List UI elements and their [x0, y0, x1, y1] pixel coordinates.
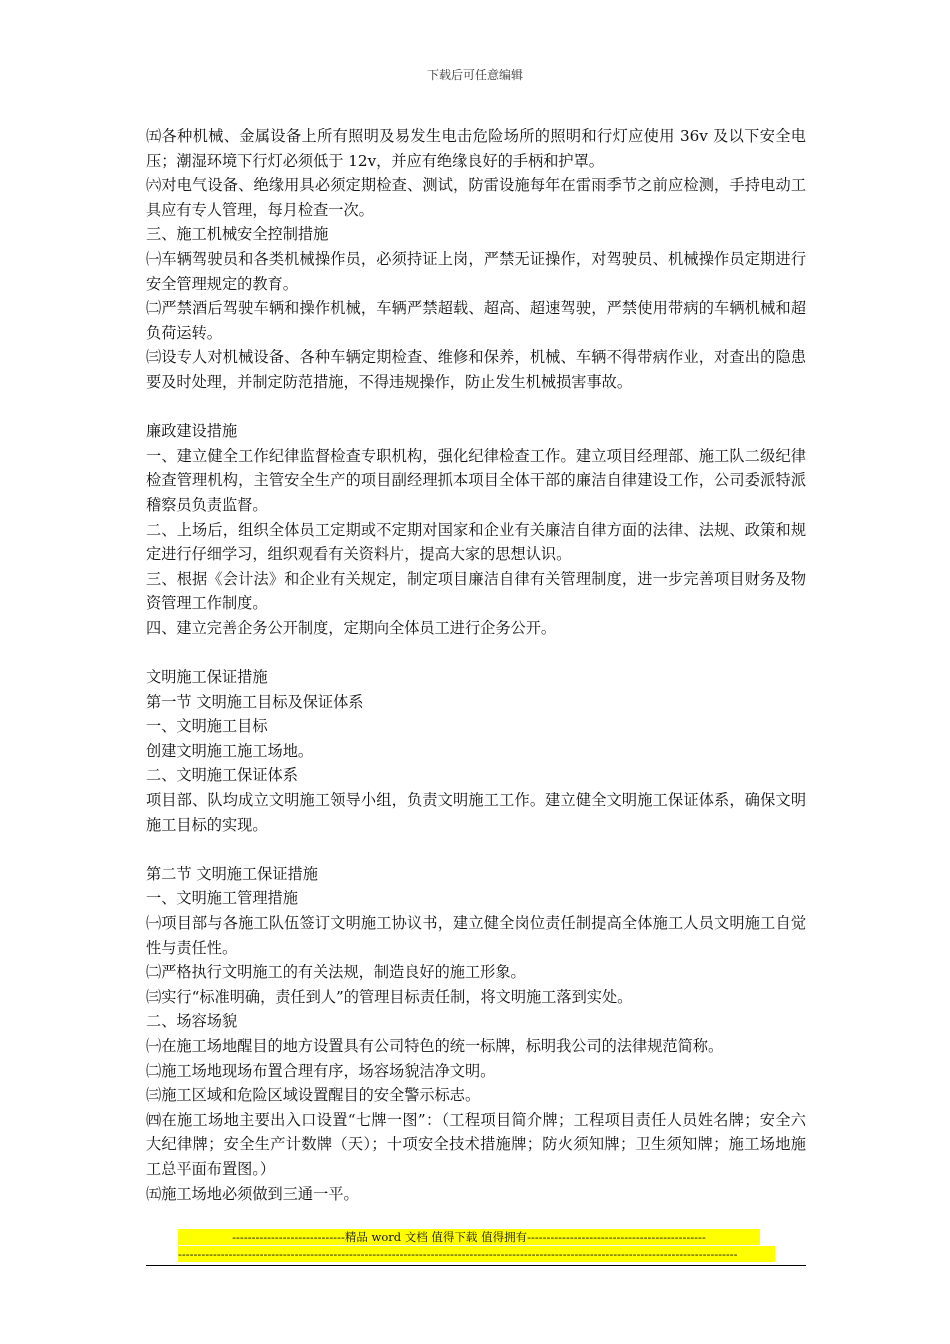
blank-line — [146, 395, 806, 420]
footer-rule — [146, 1265, 806, 1266]
paragraph: ㈥对电气设备、绝缘用具必须定期检查、测试，防雷设施每年在雷雨季节之前应检测，手持电动工具应有专人管理，每月检查一次。 — [146, 176, 806, 219]
paragraph: ㈢设专人对机械设备、各种车辆定期检查、维修和保养，机械、车辆不得带病作业，对查出的隐患要及时处理，并制定防范措施，不得违规操作，防止发生机械损害事故。 — [146, 348, 806, 391]
paragraph: ㈣在施工场地主要出入口设置“七牌一图”：（工程项目简介牌；工程项目责任人员姓名牌；安全六大纪律牌；安全生产计数牌（天）；十项安全技术措施牌；防火须知牌；卫生须知牌；施工场地施工总平面布置图。） — [146, 1110, 806, 1178]
paragraph: ㈤各种机械、金属设备上所有照明及易发生电击危险场所的照明和行灯应使用 36v 及以下安全电压；潮湿环境下行灯必须低于 12v，并应有绝缘良好的手柄和护罩。 — [146, 127, 806, 170]
footer-highlight-line: -----------------------------精品 word 文档 值得下载 值得拥有---------------------------------------------- — [178, 1229, 760, 1245]
paragraph: ㈡严禁酒后驾驶车辆和操作机械，车辆严禁超载、超高、超速驾驶，严禁使用带病的车辆机械和超负荷运转。 — [146, 299, 806, 342]
section-title: 廉政建设措施 — [146, 422, 238, 441]
paragraph: ㈠车辆驾驶员和各类机械操作员，必须持证上岗，严禁无证操作，对驾驶员、机械操作员定期进行安全管理规定的教育。 — [146, 249, 806, 293]
blank-line — [146, 640, 806, 665]
footer-highlight-line: ------------------------------------------------------------------------------------------------------------------------------------------------ — [178, 1246, 775, 1262]
paragraph: 三、根据《会计法》和企业有关规定，制定项目廉洁自律有关管理制度，进一步完善项目财务及物资管理工作制度。 — [146, 569, 806, 613]
paragraph: ㈠项目部与各施工队伍签订文明施工协议书，建立健全岗位责任制提高全体施工人员文明施工自觉性与责任性。 — [146, 914, 806, 957]
page-header: 下载后可任意编辑 — [426, 68, 523, 82]
paragraph: ㈠在施工场地醒目的地方设置具有公司特色的统一标牌，标明我公司的法律规范简称。 — [146, 1036, 724, 1055]
paragraph: 创建文明施工施工场地。 — [146, 741, 314, 760]
paragraph: 四、建立完善企务公开制度，定期向全体员工进行企务公开。 — [146, 618, 557, 637]
paragraph: 项目部、队均成立文明施工领导小组，负责文明施工工作。建立健全文明施工保证体系，确保文明施工目标的实现。 — [146, 791, 806, 834]
section-heading: 一、文明施工管理措施 — [146, 889, 298, 908]
blank-line — [146, 837, 806, 862]
section-heading: 二、场容场貌 — [146, 1012, 238, 1031]
section-heading: 二、文明施工保证体系 — [146, 766, 298, 785]
paragraph: 二、上场后，组织全体员工定期或不定期对国家和企业有关廉洁自律方面的法律、法规、政策和规定进行仔细学习，组织观看有关资料片，提高大家的思想认识。 — [146, 520, 806, 564]
paragraph: ㈢施工区域和危险区域设置醒目的安全警示标志。 — [146, 1086, 481, 1105]
paragraph: ㈢实行“标准明确，责任到人”的管理目标责任制，将文明施工落到实处。 — [146, 987, 633, 1006]
section-heading: 三、施工机械安全控制措施 — [146, 225, 329, 244]
subsection-title: 第二节 文明施工保证措施 — [146, 864, 318, 883]
section-title: 文明施工保证措施 — [146, 668, 268, 687]
paragraph: ㈤施工场地必须做到三通一平。 — [146, 1184, 359, 1203]
paragraph: ㈡严格执行文明施工的有关法规，制造良好的施工形象。 — [146, 963, 526, 982]
paragraph: 一、建立健全工作纪律监督检查专职机构，强化纪律检查工作。建立项目经理部、施工队二级纪律检查管理机构，主管安全生产的项目副经理抓本项目全体干部的廉洁自律建设工作，公司委派特派稽察员负责监督。 — [146, 446, 806, 514]
document-body — [146, 124, 806, 1206]
paragraph: ㈡施工场地现场布置合理有序，场容场貌洁净文明。 — [146, 1061, 496, 1080]
section-heading: 一、文明施工目标 — [146, 717, 268, 736]
subsection-title: 第一节 文明施工目标及保证体系 — [146, 692, 364, 711]
